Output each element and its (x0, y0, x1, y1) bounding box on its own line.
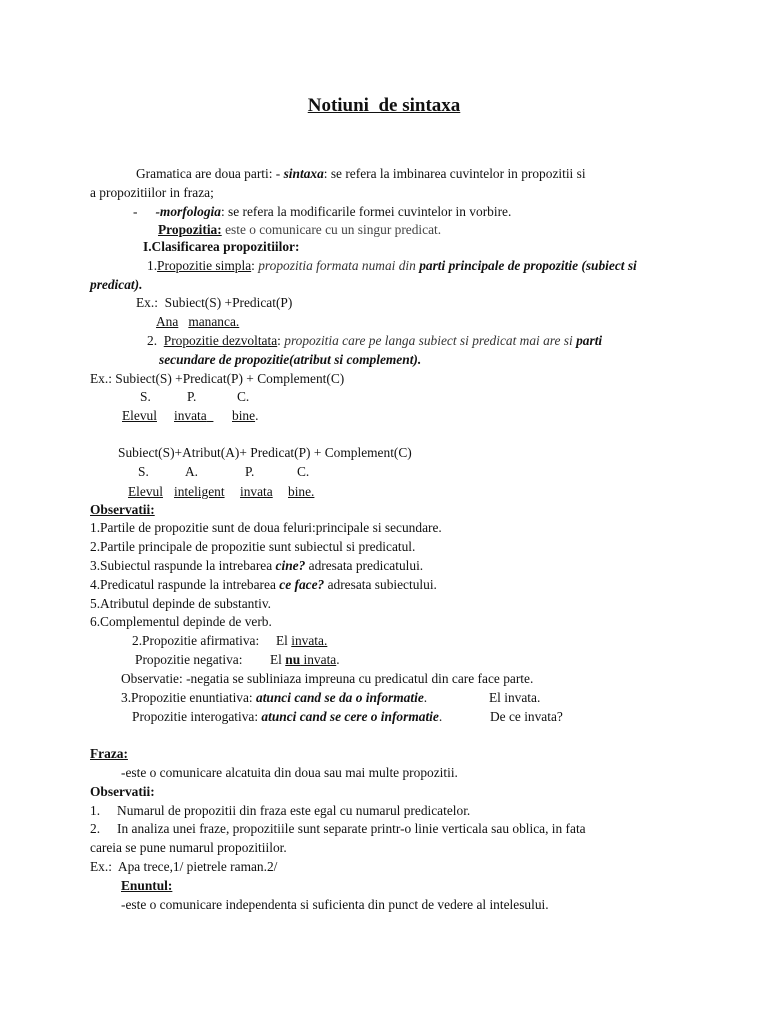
intro-line-3 (133, 203, 511, 220)
dezvoltata-cont: secundare de propozitie(atribut si complement). (159, 352, 422, 367)
ex1-words (156, 313, 239, 330)
enuntiativa-example: El invata. (489, 690, 541, 705)
fraza-obs-2-text: In analiza unei fraze, propozitiile sunt separate printr-o linie verticala sau oblica, in fata (117, 821, 586, 836)
dezvoltata-term: Propozitie dezvoltata (163, 333, 278, 348)
ex2-formula: Ex.: Subiect(S) +Predicat(P) + Complement(C) (90, 371, 345, 386)
negation-nu: nu (285, 652, 301, 667)
ex3-attribute: inteligent (174, 484, 225, 499)
ex3-complement: bine. (288, 484, 315, 499)
obs-text: 4.Predicatul raspunde la intrebarea (90, 577, 280, 592)
interogativa-example: De ce invata? (490, 709, 563, 724)
num: 2. (90, 821, 101, 836)
fraza-def: -este o comunicare alcatuita din doua sau mai multe propozitii. (121, 765, 458, 780)
enuntul-heading: Enuntul: (121, 878, 173, 893)
fraza-obs-2-cont: careia se pune numarul propozitiilor. (90, 840, 287, 855)
ex3-label-a: A. (185, 464, 199, 479)
sintaxa-term: sintaxa (283, 166, 324, 181)
ex2-label-s: S. (140, 389, 151, 404)
afirmativa-example (276, 632, 327, 649)
obs-item-2: 2.Partile principale de propozitie sunt subiectul si predicatul. (90, 539, 416, 554)
el: El (276, 633, 292, 648)
ex2-subject: Elevul (122, 408, 157, 423)
ex1-formula: Ex.: Subiect(S) +Predicat(P) (136, 295, 293, 310)
afirmativa-verb: invata. (291, 633, 328, 648)
ex3-formula: Subiect(S)+Atribut(A)+ Predicat(P) + Complement(C) (118, 445, 412, 460)
question-cine: cine? (275, 558, 306, 573)
intro-text: : se refera la modificarile formei cuvintelor in vorbire. (220, 204, 512, 219)
simpla-def: propozitia formata numai din (258, 258, 420, 273)
intro-text: : se refera la imbinarea cuvintelor in propozitii si (323, 166, 586, 181)
dezvoltata-bold: parti (576, 333, 603, 348)
ex2-predicate (174, 407, 213, 424)
el: El (270, 652, 286, 667)
ex1-predicate: mananca. (188, 314, 240, 329)
obs-item-6: 6.Complementul depinde de verb. (90, 614, 272, 629)
fraza-obs-1-text: Numarul de propozitii din fraza este egal cu numarul predicatelor. (117, 803, 471, 818)
negativa-example (270, 651, 340, 668)
fraza-example: Ex.: Apa trece,1/ pietrele raman.2/ (90, 859, 278, 874)
ex2-predicate-text: invata (174, 408, 207, 423)
ex1-subject: Ana (156, 314, 179, 329)
enuntiativa-label: 3.Propozitie enuntiativa: (121, 690, 256, 705)
num: 1. (90, 803, 101, 818)
intro-line-4 (158, 221, 441, 238)
ex2-complement (232, 407, 258, 424)
morfologia-term: -morfologia (155, 204, 221, 219)
ex3-subject: Elevul (128, 484, 163, 499)
dezvoltata-line (147, 332, 602, 349)
dezvoltata-def: propozitia care pe langa subiect si predicat mai are si (284, 333, 577, 348)
page-title: Notiuni de sintaxa (307, 95, 461, 116)
interogativa-def: atunci cand se cere o informatie (261, 709, 439, 724)
simpla-bold: parti principale de propozitie (subiect si (419, 258, 637, 273)
propozitia-term: Propozitia: (158, 222, 222, 237)
num: 1. (147, 258, 158, 273)
simpla-line (147, 257, 637, 274)
observatii-heading: Observatii: (90, 502, 155, 517)
ex2-complement-text: bine (232, 408, 256, 423)
obs-text: adresata predicatului. (305, 558, 424, 573)
enuntul-def: -este o comunicare independenta si suficienta din punct de vedere al intelesului. (121, 897, 549, 912)
observatie-negatie: Observatie: -negatia se subliniaza impreuna cu predicatul din care face parte. (121, 671, 534, 686)
negativa-verb: invata (303, 652, 337, 667)
ex2-dot: . (255, 408, 259, 423)
intro-line-2: a propozitiilor in fraza; (90, 185, 214, 200)
negativa-label: Propozitie negativa: (135, 652, 243, 667)
ex3-predicate: invata (240, 484, 273, 499)
fraza-obs-2 (90, 820, 586, 837)
obs-item-5: 5.Atributul depinde de substantiv. (90, 596, 271, 611)
ex2-label-p: P. (187, 389, 197, 404)
colon: : (251, 258, 259, 273)
fraza-observatii-heading: Observatii: (90, 784, 155, 799)
obs-item-3 (90, 557, 423, 574)
intro-line-1 (136, 165, 586, 182)
fraza-heading: Fraza: (90, 746, 128, 761)
ex2-label-c: C. (237, 389, 250, 404)
ex3-label-s: S. (138, 464, 149, 479)
ex3-label-p: P. (245, 464, 255, 479)
enuntiativa-def: atunci cand se da o informatie (256, 690, 424, 705)
question-ce-face: ce face? (279, 577, 325, 592)
obs-text: adresata subiectului. (324, 577, 437, 592)
enuntiativa-line (121, 689, 427, 706)
fraza-obs-1 (90, 802, 470, 819)
ex3-label-c: C. (297, 464, 310, 479)
colon: : (277, 333, 285, 348)
interogativa-label: Propozitie interogativa: (132, 709, 262, 724)
intro-text: Gramatica are doua parti: - (136, 166, 284, 181)
dash-bullet: - (133, 204, 138, 219)
propozitia-def: este o comunicare cu un singur predicat. (221, 222, 442, 237)
obs-item-1: 1.Partile de propozitie sunt de doua feluri:principale si secundare. (90, 520, 442, 535)
obs-item-4 (90, 576, 437, 593)
simpla-term: Propozitie simpla (157, 258, 252, 273)
enuntiativa-dot: . (423, 690, 428, 705)
interogativa-line (132, 708, 442, 725)
interogativa-dot: . (438, 709, 443, 724)
obs-text: 3.Subiectul raspunde la intrebarea (90, 558, 276, 573)
clasificare-heading: I.Clasificarea propozitiilor: (143, 239, 300, 254)
afirmativa-label: 2.Propozitie afirmativa: (132, 633, 260, 648)
simpla-cont: predicat). (90, 277, 143, 292)
negativa-dot: . (336, 652, 340, 667)
num: 2. (147, 333, 164, 348)
